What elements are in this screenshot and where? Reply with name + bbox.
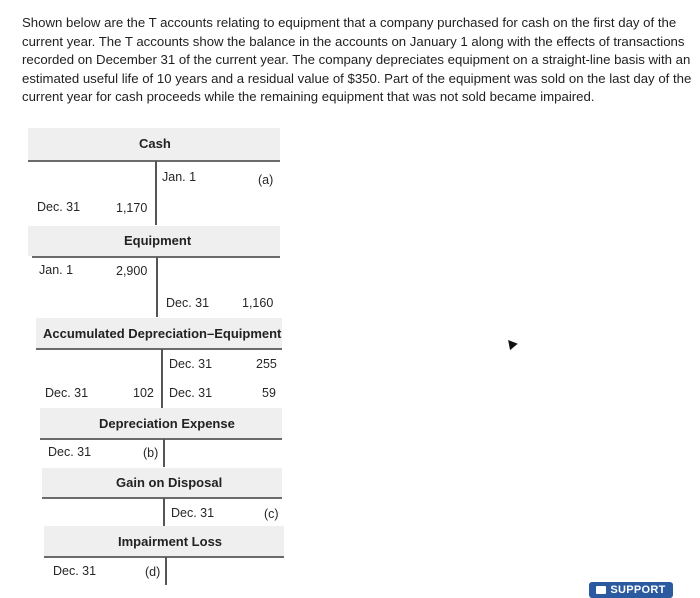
impairment-debit-date: Dec. 31 xyxy=(53,564,97,578)
equipment-debit-date: Jan. 1 xyxy=(39,263,74,277)
equipment-vertical-rule xyxy=(156,257,158,317)
equipment-debit-value: 2,900 xyxy=(116,264,148,278)
accum-dep-credit2-value: 59 xyxy=(262,386,276,400)
support-button[interactable] xyxy=(589,582,673,598)
equipment-credit-date: Dec. 31 xyxy=(166,296,210,310)
accum-dep-horizontal-rule xyxy=(36,348,282,350)
gain-credit-date: Dec. 31 xyxy=(171,506,215,520)
gain-credit-value: (c) xyxy=(264,507,279,521)
impairment-horizontal-rule xyxy=(44,556,284,558)
cash-title: Cash xyxy=(139,136,171,151)
accum-dep-title: Accumulated Depreciation–Equipment xyxy=(43,326,282,341)
equipment-credit-value: 1,160 xyxy=(242,296,274,310)
accum-dep-vertical-rule xyxy=(161,349,163,409)
mouse-cursor-icon xyxy=(504,337,517,350)
gain-horizontal-rule xyxy=(42,497,282,499)
impairment-debit-value: (d) xyxy=(145,565,161,579)
dep-exp-debit-date: Dec. 31 xyxy=(48,445,92,459)
accum-dep-debit-date: Dec. 31 xyxy=(45,386,89,400)
cash-horizontal-rule xyxy=(28,160,280,162)
dep-exp-title: Depreciation Expense xyxy=(99,416,235,431)
gain-title: Gain on Disposal xyxy=(116,475,223,490)
gain-vertical-rule xyxy=(163,498,165,528)
accum-dep-credit1-date: Dec. 31 xyxy=(169,357,213,371)
impairment-vertical-rule xyxy=(165,557,167,585)
support-label: SUPPORT xyxy=(610,584,666,596)
chat-icon xyxy=(596,586,606,594)
cash-credit-date: Jan. 1 xyxy=(162,170,197,184)
cash-debit-date: Dec. 31 xyxy=(37,200,81,214)
dep-exp-debit-value: (b) xyxy=(143,446,159,460)
accum-dep-credit2-date: Dec. 31 xyxy=(169,386,213,400)
accum-dep-debit-value: 102 xyxy=(133,386,154,400)
problem-statement: Shown below are the T accounts relating to equipment that a company purchased for cash on the first day of the current year. The T accounts show the balance in the accounts on January 1 along with the effects of transactions recorded on December 31 of the current year. The company depreciates equipment on a straight-line basis with an estimated useful life of 10 years and a residual value of $350. Part of the equipment was sold on the last day of the current year for cash proceeds while the remaining equipment that was not sold became impaired. xyxy=(22,15,692,105)
cash-credit-value: (a) xyxy=(258,173,274,187)
cash-debit-value: 1,170 xyxy=(116,201,148,215)
dep-exp-vertical-rule xyxy=(163,439,165,467)
dep-exp-horizontal-rule xyxy=(40,438,282,440)
accum-dep-credit1-value: 255 xyxy=(256,357,277,371)
cash-vertical-rule xyxy=(155,161,157,225)
equipment-title: Equipment xyxy=(124,233,192,248)
impairment-title: Impairment Loss xyxy=(118,534,223,549)
